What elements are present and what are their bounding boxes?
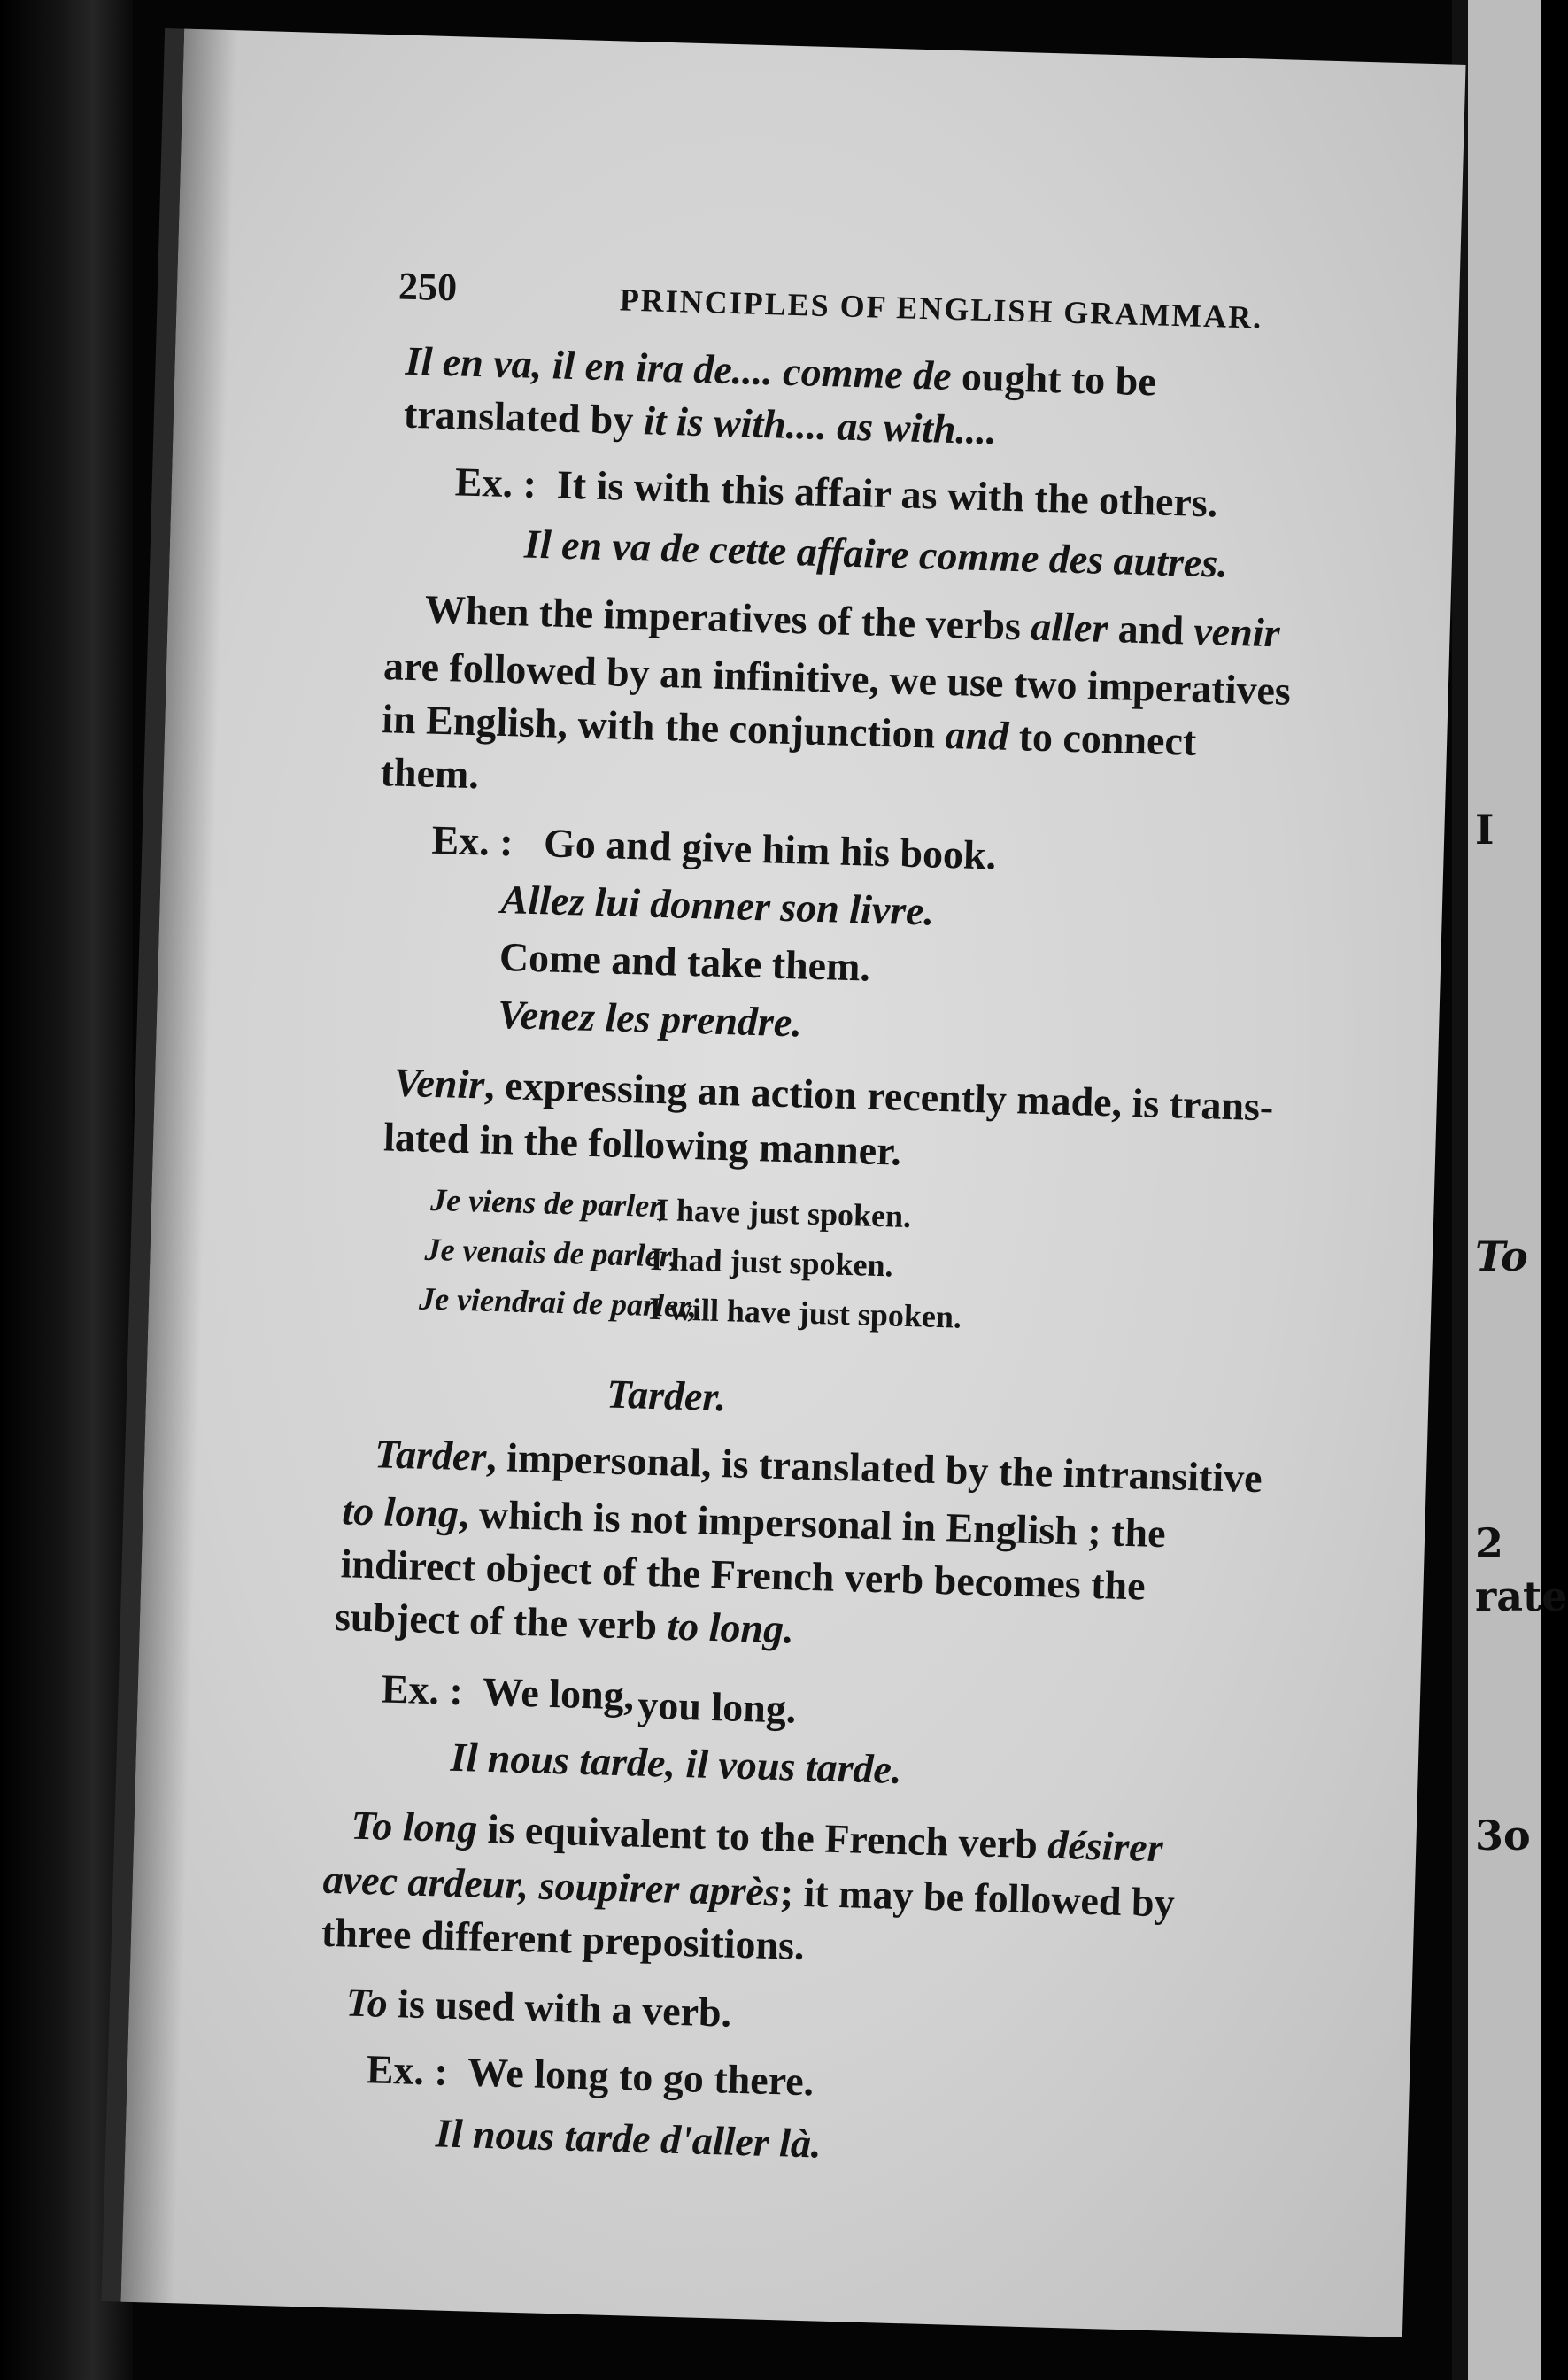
example-label: Ex. : — [366, 2046, 449, 2094]
text-line: To long is equivalent to the French verb désirer — [350, 1802, 1164, 1871]
text-line: translated by it is with.... as with.... — [403, 390, 998, 453]
example-label: Ex. : — [454, 459, 537, 506]
example-line: Come and take them. — [498, 933, 871, 990]
text-line: lated in the following manner. — [382, 1114, 902, 1174]
example-line: Ex. : Go and give him his book. — [430, 816, 997, 878]
text-line: When the imperatives of the verbs aller and venir — [424, 586, 1281, 656]
example-label: Ex. : — [381, 1665, 464, 1714]
text-line: Tarder, impersonal, is translated by the intransitive — [374, 1431, 1263, 1502]
text-line: in English, with the conjunction and to connect — [381, 696, 1197, 764]
text-line: Il en va, il en ira de.... comme de ought to be — [405, 337, 1157, 405]
conjugation-en: I will have just spoken. — [648, 1290, 962, 1335]
example-translation: Il nous tarde, il vous tarde. — [450, 1734, 903, 1792]
adjacent-fragment: rate — [1475, 1572, 1568, 1620]
adjacent-page-edge — [1452, 0, 1568, 2380]
adjacent-fragment: To — [1475, 1232, 1528, 1280]
example-line: Ex. : It is with this affair as with the others. — [454, 459, 1219, 526]
example-translation: Venez les prendre. — [497, 991, 803, 1046]
text-line: indirect object of the French verb becomes the — [340, 1541, 1147, 1609]
section-heading: Tarder. — [606, 1371, 727, 1420]
text-line: Venir, expressing an action recently made, is trans- — [393, 1059, 1275, 1130]
text-line: to long, which is not impersonal in English ; the — [341, 1488, 1167, 1557]
adjacent-fragment: I — [1475, 806, 1495, 854]
example-line: Ex. : We long to go there. — [366, 2046, 815, 2105]
example-translation: Allez lui donner son livre. — [500, 876, 935, 934]
conjugation-en: I have just spoken. — [655, 1192, 912, 1235]
conjugation-fr: Je viendrai de parler, — [418, 1280, 698, 1325]
text-line: To is used with a verb. — [345, 1979, 732, 2036]
text-line: three different prepositions. — [321, 1909, 806, 1968]
text-line: are followed by an infinitive, we use two imperatives — [382, 643, 1292, 714]
example-translation: Il nous tarde d'aller là. — [435, 2110, 823, 2167]
running-title: PRINCIPLES OF ENGLISH GRAMMAR. — [619, 282, 1263, 336]
page-number: 250 — [398, 264, 458, 310]
adjacent-fragment: 3o — [1475, 1812, 1531, 1859]
text-line: subject of the verb to long. — [334, 1594, 795, 1652]
example-translation: Il en va de cette affaire comme des autres. — [523, 521, 1229, 586]
conjugation-en: I had just spoken. — [649, 1240, 894, 1284]
book-page — [101, 28, 1465, 2338]
conjugation-fr: Je viens de parler, — [429, 1181, 668, 1225]
text-line: them. — [380, 749, 480, 798]
example-line: Ex. : We long, — [381, 1665, 635, 1719]
example-label: Ex. : — [430, 816, 514, 865]
adjacent-fragment: 2 — [1475, 1519, 1504, 1567]
example-line: you long. — [637, 1681, 798, 1732]
conjugation-fr: Je venais de parler, — [424, 1231, 679, 1274]
page-text — [120, 29, 1465, 2338]
text-line: avec ardeur, soupirer après; it may be followed by — [322, 1856, 1176, 1926]
